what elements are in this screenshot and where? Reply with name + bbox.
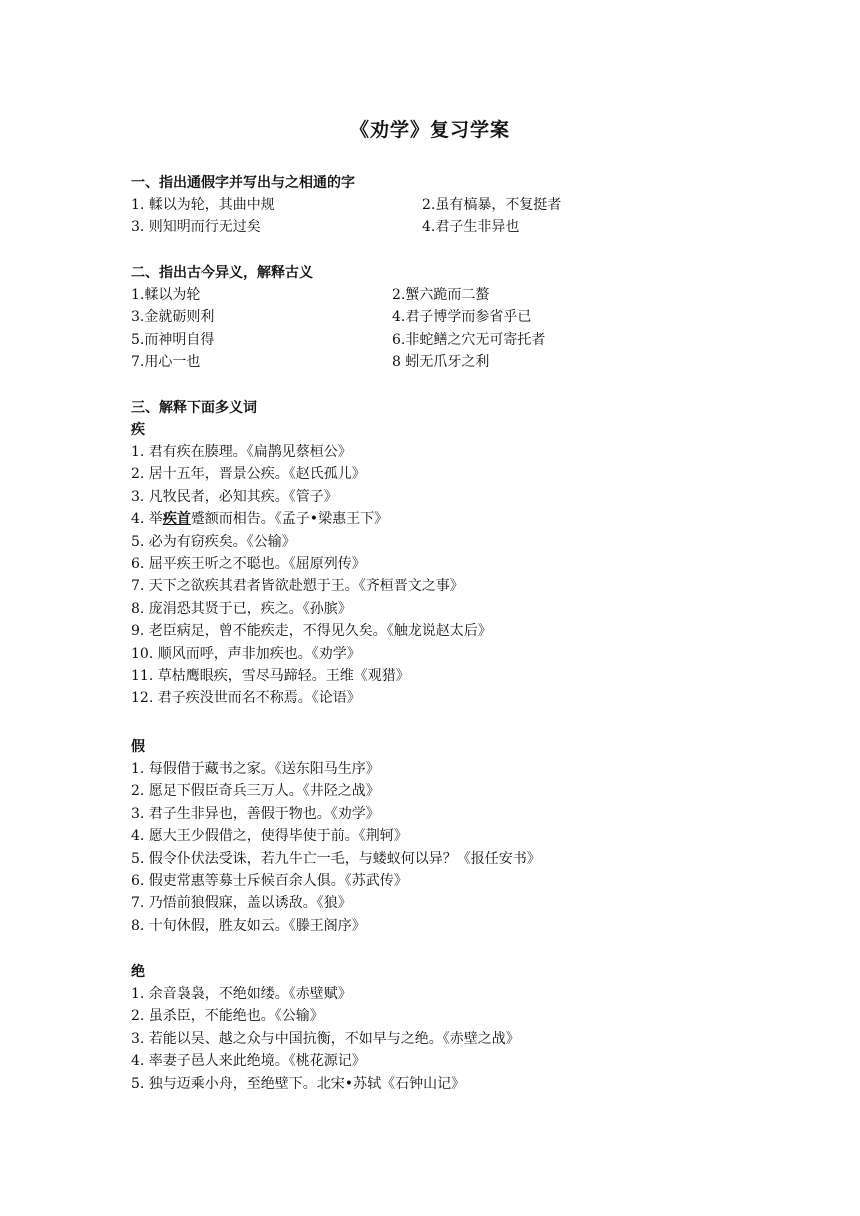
exercise-item: 7.用心一也 — [131, 354, 201, 371]
usage-sentence — [131, 531, 751, 553]
exercise-item: 5.而神明自得 — [131, 331, 215, 348]
page-title: 《劝学》复习学案 — [349, 119, 510, 141]
usage-sentence — [131, 870, 751, 892]
sentence-text: 11. 草枯鹰眼疾，雪尽马蹄轻。王维《观猎》 — [131, 667, 410, 684]
sentence-text: 5. 独与迈乘小舟，至绝壁下。北宋•苏轼《石钟山记》 — [131, 1075, 466, 1092]
sentence-text: 1. 余音袅袅，不绝如缕。《赤壁赋》 — [131, 986, 352, 1002]
section-duoyici-jue — [131, 961, 751, 1095]
sentence-text: 4. 举 — [131, 511, 163, 528]
sentence-text: 9. 老臣病足，曾不能疾走，不得见久矣。《触龙说赵太后》 — [131, 623, 492, 640]
usage-sentence — [131, 687, 751, 709]
sentence-text: 12. 君子疾没世而名不称焉。《论语》 — [131, 690, 361, 707]
sentence-text: 2. 愿足下假臣奇兵三万人。《井陉之战》 — [131, 783, 380, 800]
section-duoyici — [131, 397, 751, 710]
sentence-text: 3. 凡牧民者，必知其疾。《管子》 — [131, 488, 338, 505]
sentence-text: 6. 屈平疾王听之不聪也。《屈原列传》 — [131, 555, 366, 572]
sentence-text: 蹙额而相告。《孟子•梁惠王下》 — [190, 511, 389, 528]
usage-sentence — [131, 665, 751, 687]
usage-sentence — [131, 915, 751, 937]
exercise-item: 2.虽有槁暴，不复挺者 — [422, 197, 562, 213]
sentence-text: 4. 愿大王少假借之，使得毕使于前。《荆轲》 — [131, 828, 408, 845]
usage-list-ji — [131, 441, 751, 710]
section-heading: 三、解释下面多义词 — [131, 400, 257, 416]
usage-sentence — [131, 1073, 751, 1095]
usage-sentence — [131, 780, 751, 802]
usage-sentence — [131, 983, 751, 1005]
exercise-row — [131, 306, 751, 328]
sentence-text: 8. 庞涓恐其贤于已，疾之。《孙膑》 — [131, 600, 352, 617]
section-heading: 二、指出古今异义，解释古义 — [131, 265, 313, 281]
headword-jia: 假 — [131, 739, 145, 755]
sentence-text: 2. 居十五年，晋景公疾。《赵氏孤儿》 — [131, 466, 366, 483]
section-duoyici-jia — [131, 736, 751, 937]
sentence-text: 7. 乃悟前狼假寐，盖以诱敌。《狼》 — [131, 895, 352, 912]
usage-sentence — [131, 441, 751, 463]
sentence-text: 5. 假令仆伏法受诛，若九牛亡一毛，与蝼蚁何以异？《报任安书》 — [131, 850, 541, 867]
usage-sentence — [131, 758, 751, 780]
usage-sentence — [131, 892, 751, 914]
usage-list-jia — [131, 758, 751, 937]
section-heading: 一、指出通假字并写出与之相通的字 — [131, 175, 355, 191]
sentence-text: 3. 若能以吴、越之众与中国抗衡，不如早与之绝。《赤壁之战》 — [131, 1030, 520, 1047]
section-gujinyiyi — [131, 262, 751, 374]
exercise-item: 1.輮以为轮 — [131, 287, 201, 303]
exercise-row — [131, 351, 751, 373]
exercise-row — [131, 284, 751, 306]
exercise-item: 4.君子生非异也 — [422, 219, 520, 236]
sentence-text: 4. 率妻子邑人来此绝境。《桃花源记》 — [131, 1053, 366, 1070]
exercise-row — [131, 216, 751, 238]
sentence-text: 1. 君有疾在腠理。《扁鹊见蔡桓公》 — [131, 444, 352, 460]
usage-sentence — [131, 643, 751, 665]
headword-jue: 绝 — [131, 964, 145, 980]
sentence-text: 1. 每假借于藏书之家。《送东阳马生序》 — [131, 761, 380, 777]
usage-sentence — [131, 463, 751, 485]
usage-sentence — [131, 575, 751, 597]
sentence-text: 3. 君子生非异也，善假于物也。《劝学》 — [131, 805, 380, 822]
exercise-item: 3.金就砺则利 — [131, 309, 215, 326]
sentence-text: 2. 虽杀臣，不能绝也。《公输》 — [131, 1008, 324, 1025]
sentence-text: 6. 假吏常惠等募士斥候百余人俱。《苏武传》 — [131, 872, 408, 889]
usage-sentence — [131, 1005, 751, 1027]
exercise-item: 1. 輮以为轮，其曲中规 — [131, 197, 275, 213]
usage-sentence — [131, 825, 751, 847]
exercise-item: 6.非蛇鳝之穴无可寄托者 — [392, 331, 546, 348]
section-tongjiazi — [131, 172, 751, 239]
exercise-item: 8 蚓无爪牙之利 — [392, 354, 490, 371]
usage-sentence — [131, 620, 751, 642]
usage-list-jue — [131, 983, 751, 1095]
exercise-item: 2.蟹六跪而二螯 — [392, 287, 490, 303]
usage-sentence — [131, 848, 751, 870]
usage-sentence — [131, 553, 751, 575]
usage-sentence — [131, 1050, 751, 1072]
sentence-text: 5. 必为有窃疾矣。《公输》 — [131, 533, 296, 550]
usage-sentence — [131, 508, 751, 530]
exercise-row — [131, 194, 751, 216]
usage-sentence — [131, 1028, 751, 1050]
emphasized-word: 疾首 — [162, 511, 191, 528]
sentence-text: 7. 天下之欲疾其君者皆欲赴愬于王。《齐桓晋文之事》 — [131, 578, 464, 595]
usage-sentence — [131, 486, 751, 508]
exercise-row — [131, 329, 751, 351]
sentence-text: 8. 十旬休假，胜友如云。《滕王阁序》 — [131, 917, 366, 934]
exercise-item: 4.君子博学而参省乎已 — [392, 309, 532, 326]
headword-ji: 疾 — [131, 422, 145, 438]
sentence-text: 10. 顺风而呼，声非加疾也。《劝学》 — [131, 645, 361, 662]
exercise-item: 3. 则知明而行无过矣 — [131, 219, 261, 236]
usage-sentence — [131, 803, 751, 825]
usage-sentence — [131, 598, 751, 620]
